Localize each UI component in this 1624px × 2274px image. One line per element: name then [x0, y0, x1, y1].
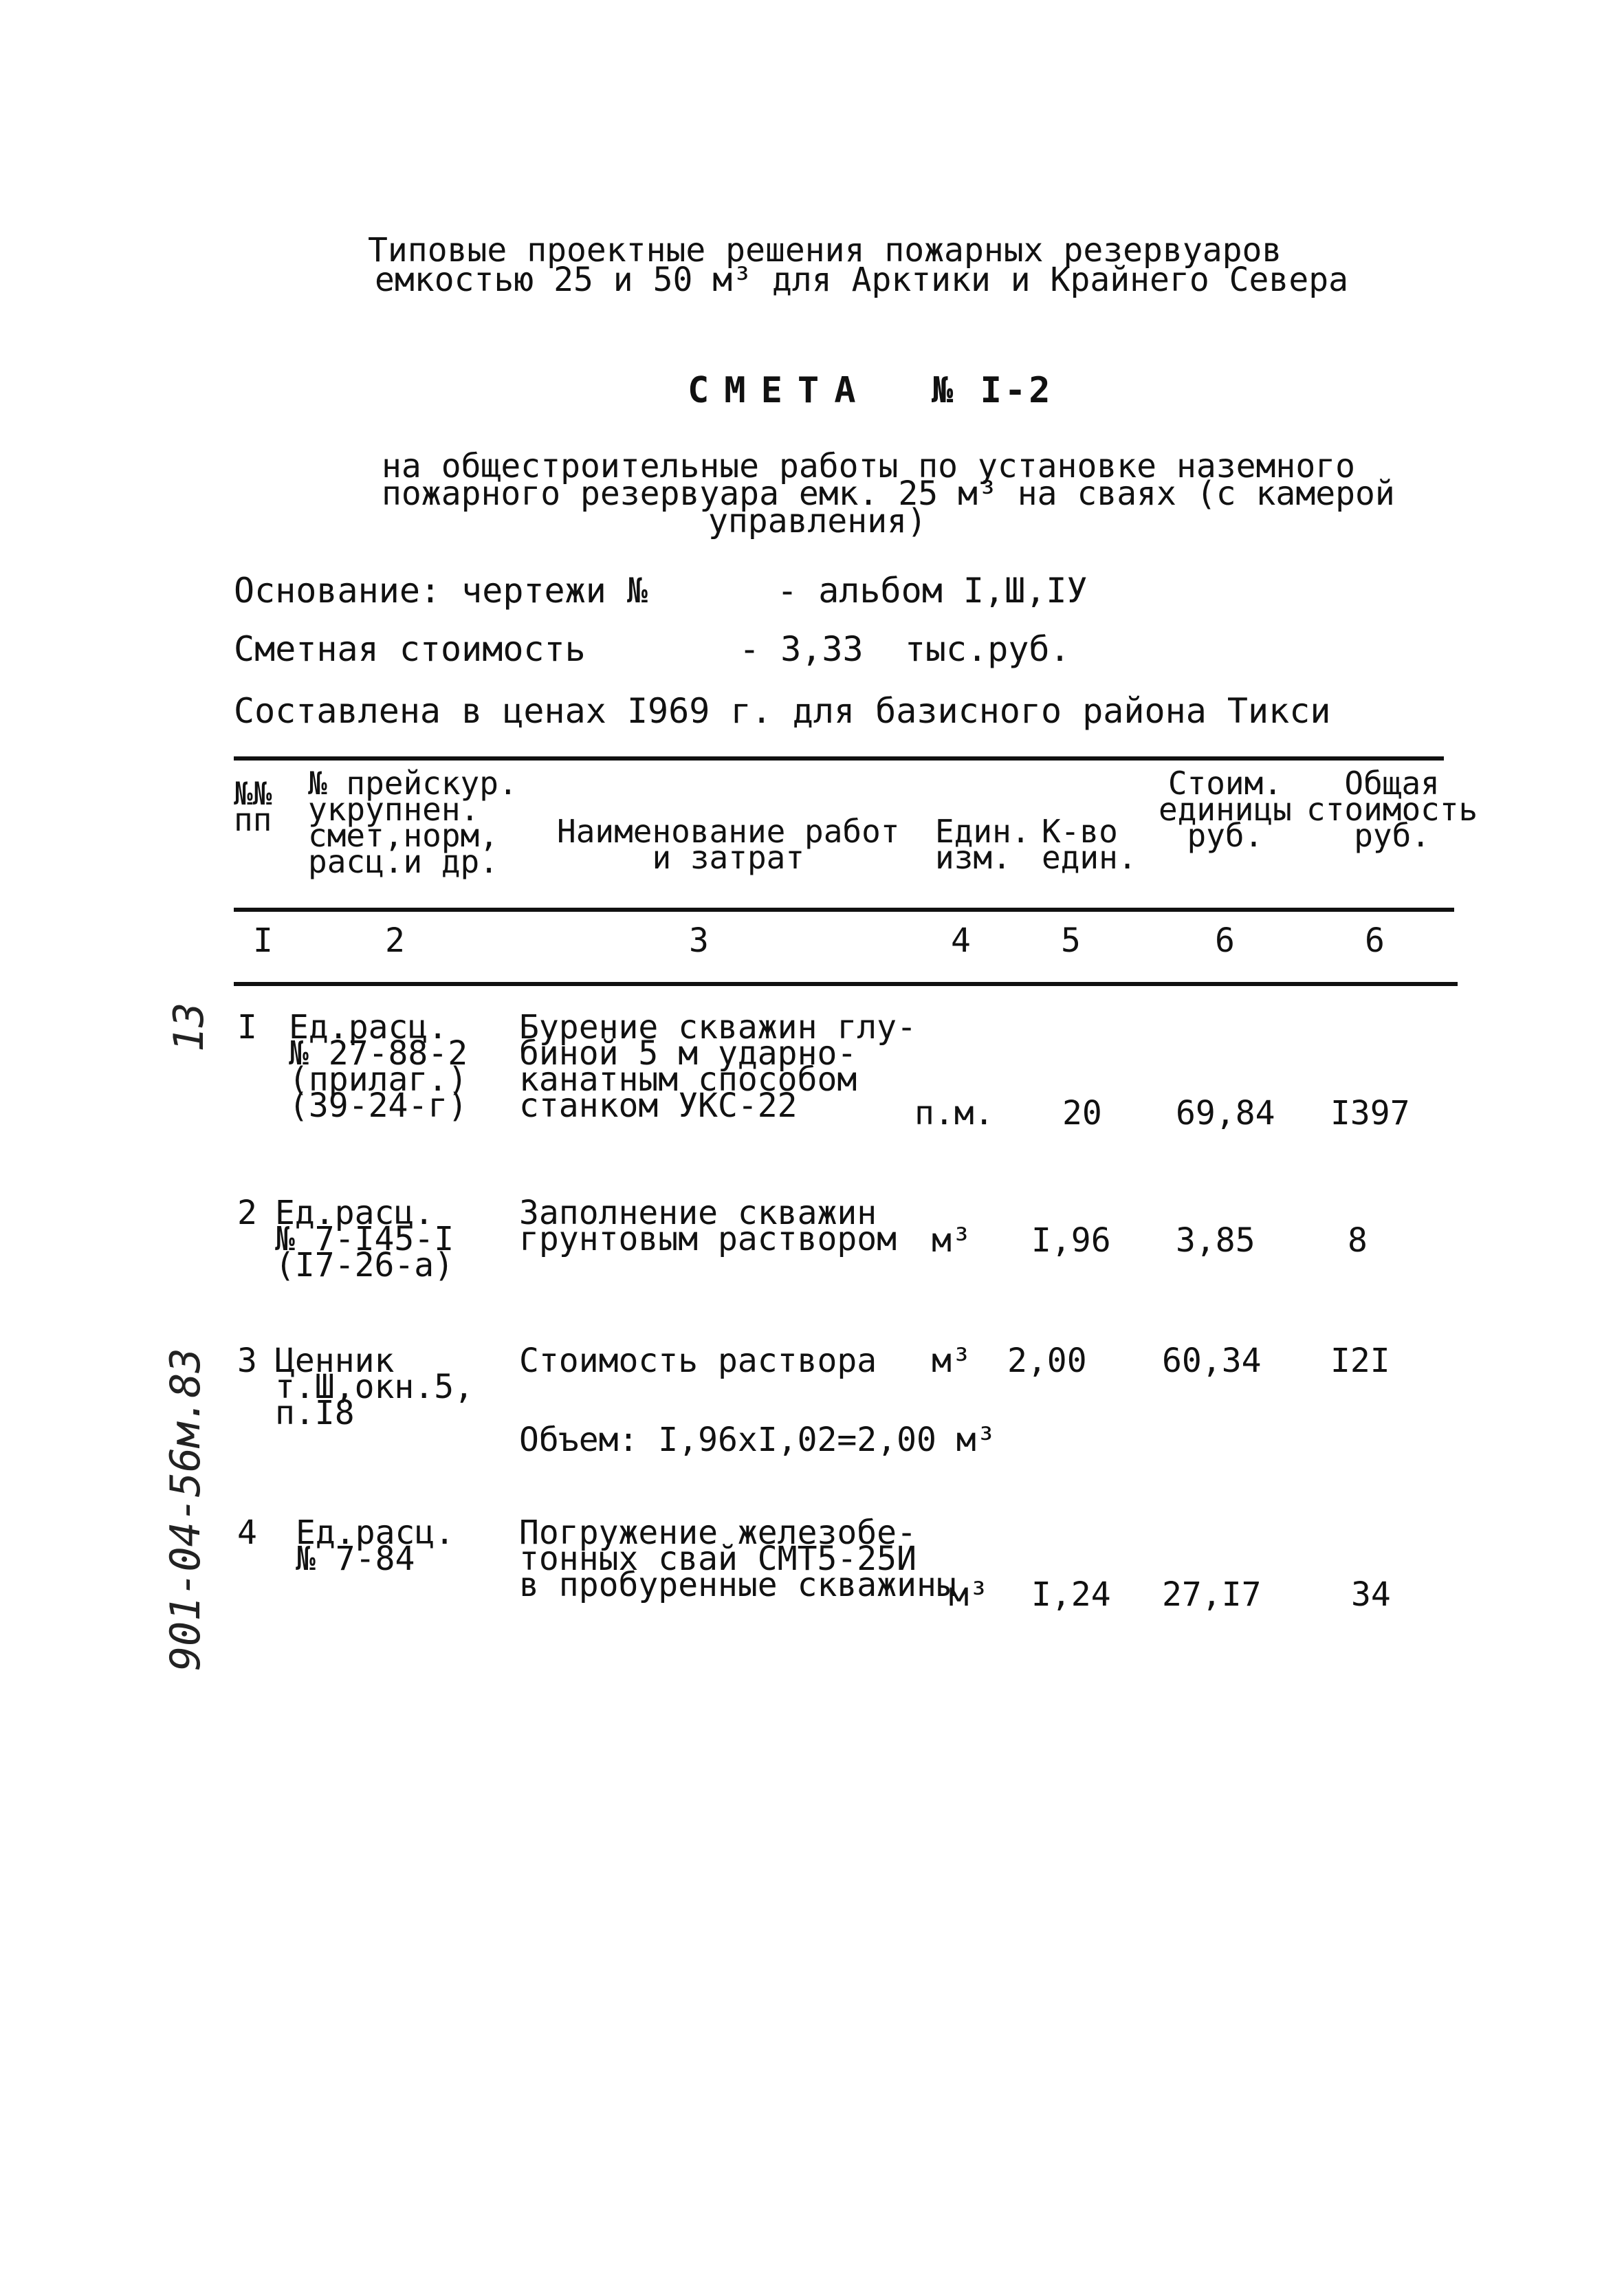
row-ref: Ед.расц. № 7-84: [296, 1513, 455, 1578]
margin-doc-code: 901-04-56м.83: [162, 1348, 210, 1671]
row-unit: м³: [949, 1575, 989, 1614]
row-unit: п.м.: [914, 1094, 994, 1133]
subtitle-line-3: управления): [708, 502, 927, 540]
row-name: Бурение скважин глу- биной 5 м ударно- канатным способом станком УКС-22: [519, 1008, 917, 1125]
row-total: 8: [1348, 1221, 1368, 1260]
colnum-6: 6: [1215, 921, 1235, 960]
row-price: 60,34: [1162, 1342, 1262, 1380]
header-name: Наименование работ и затрат: [557, 813, 900, 876]
header-ref: № прейскур. укрупнен. смет,норм, расц.и др.: [308, 765, 518, 880]
header-num: №№ пп: [234, 775, 272, 838]
header-line-1: Типовые проектные решения пожарных резервуаров: [368, 231, 1282, 270]
margin-page-number: 13: [165, 1002, 213, 1052]
table-header-rule: [234, 908, 1454, 912]
row-name: Погружение железобе- тонных свай СМТ5-25И в пробуренные скважины: [519, 1513, 956, 1604]
header-qty: К-во един.: [1042, 813, 1137, 876]
row-unit: м³: [932, 1221, 972, 1260]
row-price: 27,I7: [1162, 1575, 1262, 1614]
doc-title: СМЕТА: [688, 370, 871, 411]
row-note: Объем: I,96xI,02=2,00 м³: [519, 1421, 996, 1459]
colnum-4: 4: [951, 921, 971, 960]
row-qty: I,24: [1031, 1575, 1111, 1614]
row-number: 3: [237, 1342, 257, 1380]
cost-value: - 3,33 тыс.руб.: [739, 629, 1071, 669]
compiled-note: Составлена в ценах I969 г. для базисного района Тикси: [234, 691, 1331, 731]
header-price: Стоим. единицы руб.: [1159, 765, 1292, 854]
basis-value: - альбом I,Ш,IУ: [777, 571, 1088, 611]
colnum-3: 3: [689, 921, 709, 960]
table-top-rule: [234, 756, 1444, 761]
header-unit: Един. изм.: [935, 813, 1031, 876]
row-total: I397: [1330, 1094, 1410, 1133]
row-qty: I,96: [1031, 1221, 1111, 1260]
row-ref: Ед.расц. № 7-I45-I (I7-26-а): [275, 1194, 454, 1284]
row-ref: Ед.расц. № 27-88-2 (прилаг.) (39-24-г): [289, 1008, 468, 1125]
colnum-2: 2: [385, 921, 405, 960]
colnum-1: I: [253, 921, 273, 960]
row-total: I2I: [1330, 1342, 1390, 1380]
row-qty: 2,00: [1007, 1342, 1087, 1380]
row-total: 34: [1351, 1575, 1391, 1614]
row-name: Заполнение скважин грунтовым раствором: [519, 1194, 897, 1258]
table-colnum-rule: [234, 982, 1458, 986]
row-name: Стоимость раствора: [519, 1342, 877, 1380]
row-ref: Ценник т.Ш,окн.5, п.I8: [275, 1342, 474, 1432]
row-qty: 20: [1062, 1094, 1102, 1133]
row-unit: м³: [932, 1342, 972, 1380]
row-number: 2: [237, 1194, 257, 1232]
row-number: I: [237, 1008, 257, 1047]
row-price: 69,84: [1176, 1094, 1275, 1133]
doc-number: № I-2: [932, 370, 1053, 411]
header-total: Общая стоимость руб.: [1306, 765, 1478, 854]
cost-label: Сметная стоимость: [234, 629, 586, 669]
row-price: 3,85: [1176, 1221, 1255, 1260]
header-line-2: емкостью 25 и 50 м³ для Арктики и Крайнего Севера: [375, 261, 1349, 299]
subtitle-line-1: на общестроительные работы по установке наземного: [382, 447, 1356, 485]
colnum-5: 5: [1061, 921, 1081, 960]
subtitle-line-2: пожарного резервуара емк. 25 м³ на сваях (с камерой: [382, 474, 1395, 513]
basis-label: Основание: чертежи №: [234, 571, 648, 611]
colnum-7: 6: [1365, 921, 1385, 960]
row-number: 4: [237, 1513, 257, 1552]
